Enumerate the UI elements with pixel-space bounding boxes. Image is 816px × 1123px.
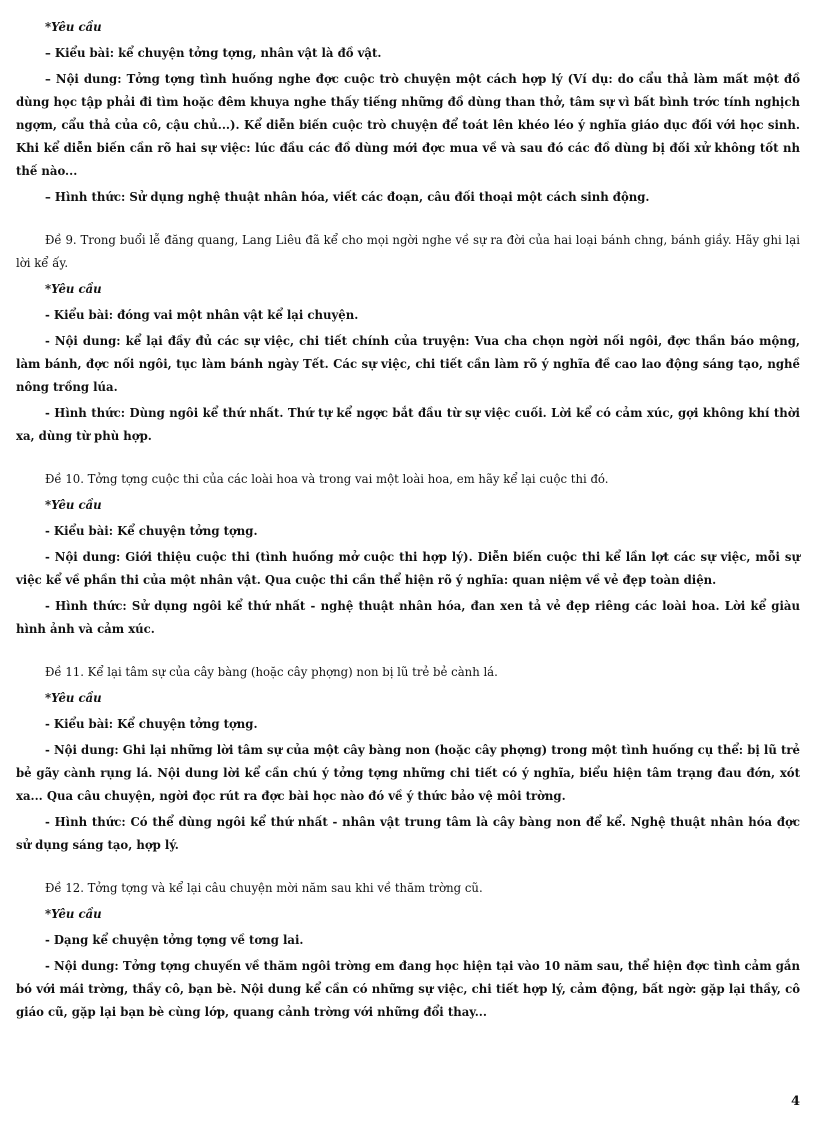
content-requirement: - Nội dung: Giới thiệu cuộc thi (tình huống mở cuộc thi hợp lý). Diễn biến cuộc thi kể lần lợt các sự việc, mỗi sự việc kể về phần thi của một nhân vật. Qua cuộc thi cần thể hiện rõ ý nghĩa: quan niệm về vẻ đẹp toàn diện. [16,550,800,587]
form-requirement: - Hình thức: Sử dụng ngôi kể thứ nhất - nghệ thuật nhân hóa, đan xen tả vẻ đẹp riêng các loài hoa. Lời kể giàu hình ảnh và cảm xúc. [16,599,800,636]
content-requirement: – Nội dung: Tởng tợng tình huống nghe đợc cuộc trò chuyện một cách hợp lý (Ví dụ: do cẩu thả làm mất một đồ dùng học tập phải đi tìm hoặc đêm khuya nghe thấy tiếng những đồ dùng than thở, tâm sự vì bất bình trớc tính nghịch ngợm, cẩu thả của cô, cậu chủ...). Kể diễn biến cuộc trò chuyện để toát lên khéo léo ý nghĩa giáo dục đối với học sinh. Khi kể diễn biến cần rõ hai sự việc: lúc đầu các đồ dùng mới đợc mua về và sau đó các đồ dùng bị đối xử không tốt nh thế nào... [16,72,800,178]
requirements-heading: *Yêu cầu [45,907,102,921]
topic-12: Đề 12. Tởng tợng và kể lại câu chuyện mời năm sau khi về thăm trờng cũ. [45,881,483,895]
lesson-type: - Dạng kể chuyện tởng tợng về tơng lai. [45,933,304,947]
form-requirement: – Hình thức: Sử dụng nghệ thuật nhân hóa, viết các đoạn, câu đối thoại một cách sinh động. [45,190,650,204]
content-requirement: - Nội dung: Ghi lại những lời tâm sự của một cây bàng non (hoặc cây phợng) trong một tình huống cụ thể: bị lũ trẻ bẻ gãy cành rụng lá. Nội dung lời kể cần chú ý tởng tợng những chi tiết có ý nghĩa, biểu hiện tâm trạng đau đớn, xót xa... Qua câu chuyện, ngời đọc rút ra đợc bài học nào đó về ý thức bảo vệ môi trờng. [16,743,800,803]
content-requirement: - Nội dung: kể lại đầy đủ các sự việc, chi tiết chính của truyện: Vua cha chọn ngời nối ngôi, đợc thần báo mộng, làm bánh, đợc nối ngôi, tục làm bánh ngày Tết. Các sự việc, chi tiết cần làm rõ ý nghĩa đề cao lao động sáng tạo, nghề nông trồng lúa. [16,334,800,394]
requirements-heading: *Yêu cầu [45,498,102,512]
lesson-type: - Kiểu bài: đóng vai một nhân vật kể lại chuyện. [45,308,359,322]
form-requirement: - Hình thức: Dùng ngôi kể thứ nhất. Thứ tự kể ngợc bắt đầu từ sự việc cuối. Lời kể có cảm xúc, gợi không khí thời xa, dùng từ phù hợp. [16,406,800,443]
lesson-type: - Kiểu bài: Kể chuyện tởng tợng. [45,524,258,538]
requirements-heading: *Yêu cầu [45,282,102,296]
lesson-type: – Kiểu bài: kể chuyện tởng tợng, nhân vật là đồ vật. [45,46,382,60]
requirements-heading: *Yêu cầu [45,20,102,34]
topic-11: Đề 11. Kể lại tâm sự của cây bàng (hoặc cây phợng) non bị lũ trẻ bẻ cành lá. [45,665,498,679]
page-number: 4 [790,1094,800,1109]
topic-9: Đề 9. Trong buổi lễ đăng quang, Lang Liêu đã kể cho mọi ngời nghe về sự ra đời của hai loại bánh chng, bánh giầy. Hãy ghi lại lời kể ấy. [16,233,800,270]
content-requirement: - Nội dung: Tởng tợng chuyến về thăm ngôi trờng em đang học hiện tại vào 10 năm sau, thể hiện đợc tình cảm gắn bó với mái trờng, thầy cô, bạn bè. Nội dung kể cần có những sự việc, chi tiết hợp lý, cảm động, bất ngờ: gặp lại thầy, cô giáo cũ, gặp lại bạn bè cùng lớp, quang cảnh trờng với những đổi thay... [16,959,800,1019]
form-requirement: - Hình thức: Có thể dùng ngôi kể thứ nhất - nhân vật trung tâm là cây bàng non để kể. Nghệ thuật nhân hóa đợc sử dụng sáng tạo, hợp lý. [16,815,800,852]
requirements-heading: *Yêu cầu [45,691,102,705]
lesson-type: - Kiểu bài: Kể chuyện tởng tợng. [45,717,258,731]
topic-10: Đề 10. Tởng tợng cuộc thi của các loài hoa và trong vai một loài hoa, em hãy kể lại cuộc thi đó. [45,472,609,486]
